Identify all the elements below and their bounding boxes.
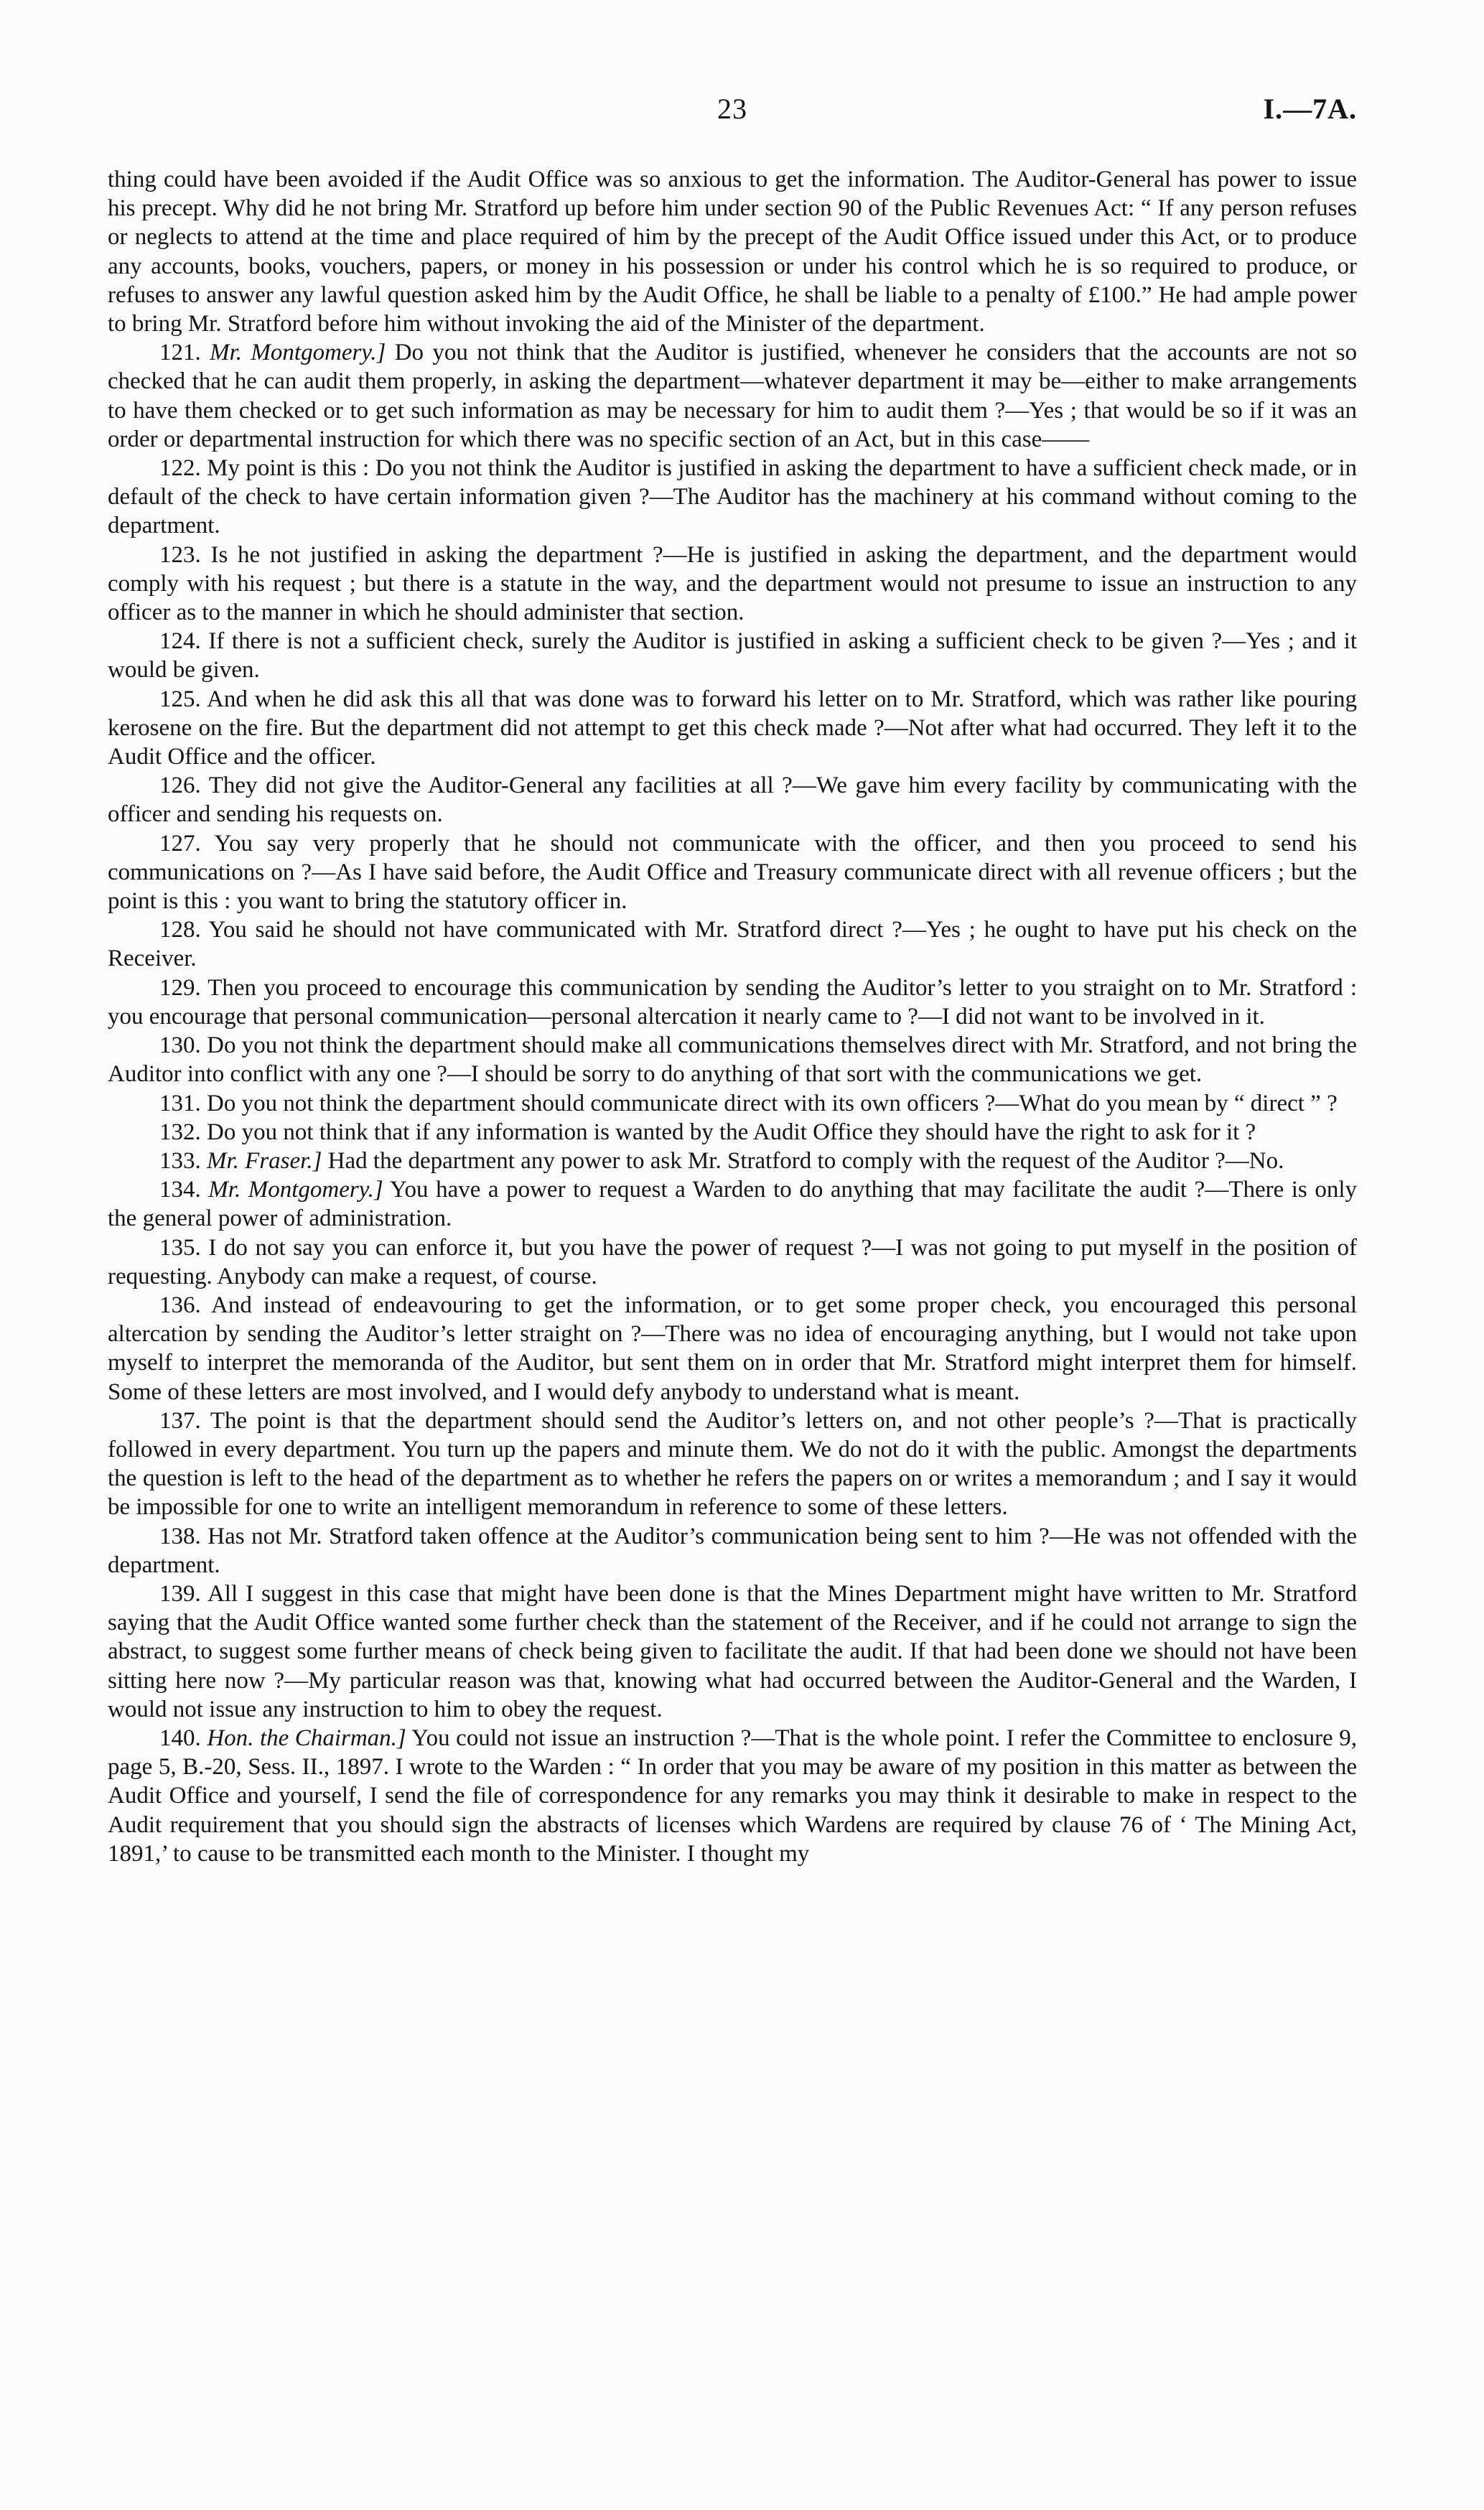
question-number: 124.: [159, 628, 201, 655]
paragraph-text: My point is this : Do you not think the Auditor is justified in asking the department to have a sufficient check made, or in default of the check to have certain information given ?—The Auditor has the machinery at his command without coming to the department.: [108, 455, 1358, 539]
paragraph-132: [108, 1118, 1357, 1147]
page-number: 23: [717, 93, 747, 125]
question-number: 129.: [159, 974, 201, 1001]
question-number: 126.: [159, 773, 201, 799]
paragraph-text: I do not say you can enforce it, but you have the power of request ?—I was not going to put myself in the position of requesting. Anybody can make a request, of course.: [108, 1234, 1357, 1289]
paragraph-text: You have a power to request a Warden to do anything that may facilitate the audit ?—There is only the general power of administration.: [108, 1177, 1357, 1232]
paragraph-137: [108, 1406, 1357, 1522]
question-number: 122.: [159, 455, 201, 482]
question-number: 121.: [159, 340, 201, 366]
paragraph-135: [108, 1233, 1357, 1291]
paragraph-text: And instead of endeavouring to get the information, or to get some proper check, you encouraged this personal altercation by sending the Auditor’s letter straight on ?—There was no idea of encouraging anything, but I would not take upon myself to interpret the memoranda of the Auditor, but sent them on in order that Mr. Stratford might interpret them for himself. Some of these letters are most involved, and I would defy anybody to understand what is meant.: [108, 1292, 1357, 1405]
question-number: 135.: [159, 1234, 201, 1261]
speaker-label: Hon. the Chairman.]: [207, 1725, 406, 1751]
paragraph-126: [108, 771, 1357, 829]
paragraph-139: [108, 1580, 1357, 1724]
paragraph-121: [108, 338, 1357, 454]
paragraph-text: Do you not think that if any information is wanted by the Audit Office they should have the right to ask for it ?: [207, 1119, 1256, 1145]
paragraph-125: [108, 685, 1357, 772]
paragraph-127: [108, 829, 1357, 916]
paragraph-text: All I suggest in this case that might have been done is that the Mines Department might have written to Mr. Stratford saying that the Audit Office wanted some further check than the statement of the Receiver, and if he could not arrange to sign the abstract, to suggest some further means of check being given to facilitate the audit. If that had been done we should not have been sitting here now ?—My particular reason was that, knowing what had occurred between the Auditor-General and the Warden, I would not issue any instruction to him to obey the request.: [108, 1580, 1357, 1722]
paragraph-text: Then you proceed to encourage this communication by sending the Auditor’s letter to you straight on to Mr. Stratford : you encourage that personal communication—personal altercation it nearly came to ?—I did not want to be involved in it.: [108, 974, 1358, 1030]
paragraph-text: Do you not think that the Auditor is justified, whenever he considers that the accounts are not so checked that he can audit them properly, in asking the department—whatever department it may be—either to make arrangements to have them checked or to get such information as may be necessary for him to audit them ?—Yes ; that would be so if it was an order or departmental instruction for which there was no specific section of an Act, but in this case——: [108, 340, 1358, 452]
question-number: 131.: [159, 1090, 201, 1116]
paragraph-continuation: [108, 165, 1357, 338]
question-number: 133.: [159, 1147, 201, 1174]
question-number: 130.: [159, 1032, 201, 1059]
question-number: 139.: [159, 1580, 201, 1607]
question-number: 128.: [159, 917, 201, 943]
paragraph-124: [108, 627, 1357, 684]
paragraph-136: [108, 1291, 1357, 1406]
paragraph-text: And when he did ask this all that was done was to forward his letter on to Mr. Stratford, which was rather like pouring kerosene on the fire. But the department did not attempt to get this check made ?—Not after what had occurred. They left it to the Audit Office and the officer.: [108, 686, 1358, 770]
paragraph-text: You said he should not have communicated with Mr. Stratford direct ?—Yes ; he ought to have put his check on the Receiver.: [108, 917, 1358, 972]
paragraph-130: [108, 1031, 1357, 1088]
paragraph-134: [108, 1175, 1357, 1233]
paragraph-text: Is he not justified in asking the department ?—He is justified in asking the department, and the department would comply with his request ; but there is a statute in the way, and the department would not presume to issue an instruction to any officer as to the manner in which he should administer that section.: [108, 541, 1357, 626]
paragraph-138: [108, 1522, 1357, 1580]
speaker-label: Mr. Montgomery.]: [210, 340, 386, 366]
paragraph-128: [108, 915, 1357, 973]
question-number: 138.: [159, 1523, 201, 1549]
paragraph-text: You say very properly that he should not communicate with the officer, and then you proceed to send his communications on ?—As I have said before, the Audit Office and Treasury communicate direct with all revenue officers ; but the point is this : you want to bring the statutory officer in.: [108, 830, 1358, 915]
speaker-label: Mr. Fraser.]: [207, 1147, 322, 1174]
question-number: 123.: [159, 541, 201, 568]
question-number: 134.: [159, 1177, 201, 1203]
paragraph-133: [108, 1147, 1357, 1175]
paragraph-text: If there is not a sufficient check, surely the Auditor is justified in asking a sufficient check to be given ?—Yes ; and it would be given.: [108, 628, 1358, 684]
page-header: [108, 92, 1357, 135]
paragraph-122: [108, 454, 1357, 541]
question-number: 127.: [159, 830, 201, 857]
paragraph-text: Do you not think the department should make all communications themselves direct with Mr. Stratford, and not bring the Auditor into conflict with any one ?—I should be sorry to do anything of that sort with the communications we get.: [108, 1032, 1358, 1088]
question-number: 136.: [159, 1292, 201, 1318]
paragraph-text: They did not give the Auditor-General any facilities at all ?—We gave him every facility by communicating with the officer and sending his requests on.: [108, 773, 1358, 828]
question-number: 140.: [159, 1725, 201, 1751]
paragraph-131: [108, 1089, 1357, 1118]
document-body: [108, 165, 1357, 1868]
question-number: 125.: [159, 686, 201, 712]
speaker-label: Mr. Montgomery.]: [208, 1177, 383, 1203]
question-number: 137.: [159, 1407, 201, 1434]
document-reference: I.—7A.: [1263, 93, 1357, 125]
paragraph-text: The point is that the department should send the Auditor’s letters on, and not other people’s ?—That is practically followed in every department. You turn up the papers and minute them. We do not do it with the public. Amongst the departments the question is left to the head of the department as to whether he refers the papers on or writes a memorandum ; and I say it would be impossible for one to write an intelligent memorandum in reference to some of these letters.: [108, 1407, 1357, 1521]
paragraph-129: [108, 974, 1357, 1031]
paragraph-text: Had the department any power to ask Mr. Stratford to comply with the request of the Auditor ?—No.: [327, 1147, 1284, 1174]
paragraph-text: Do you not think the department should communicate direct with its own officers ?—What do you mean by “ direct ” ?: [207, 1090, 1338, 1116]
question-number: 132.: [159, 1119, 201, 1145]
paragraph-123: [108, 541, 1357, 628]
paragraph-text: thing could have been avoided if the Audit Office was so anxious to get the information. The Auditor-General has power to issue his precept. Why did he not bring Mr. Stratford up before him under section 90 of the Public Revenues Act: “ If any person refuses or neglects to attend at the time and place required of him by the precept of the Audit Office issued under this Act, or to produce any accounts, books, vouchers, papers, or money in his possession or under his control which he is so required to produce, or refuses to answer any lawful question asked him by the Audit Office, he shall be liable to a penalty of £100.” He had ample power to bring Mr. Stratford before him without invoking the aid of the Minister of the department.: [108, 167, 1357, 337]
paragraph-140: [108, 1724, 1357, 1868]
paragraph-text: You could not issue an instruction ?—That is the whole point. I refer the Committee to enclosure 9, page 5, B.-20, Sess. II., 1897. I wrote to the Warden : “ In order that you may be aware of my position in this matter as between the Audit Office and yourself, I send the file of correspondence for any remarks you may think it desirable to make in respect to the Audit requirement that you should sign the abstracts of licenses which Wardens are required by clause 76 of ‘ The Mining Act, 1891,’ to cause to be transmitted each month to the Minister. I thought my: [108, 1725, 1358, 1867]
paragraph-text: Has not Mr. Stratford taken offence at the Auditor’s communication being sent to him ?—He was not offended with the department.: [108, 1523, 1358, 1578]
